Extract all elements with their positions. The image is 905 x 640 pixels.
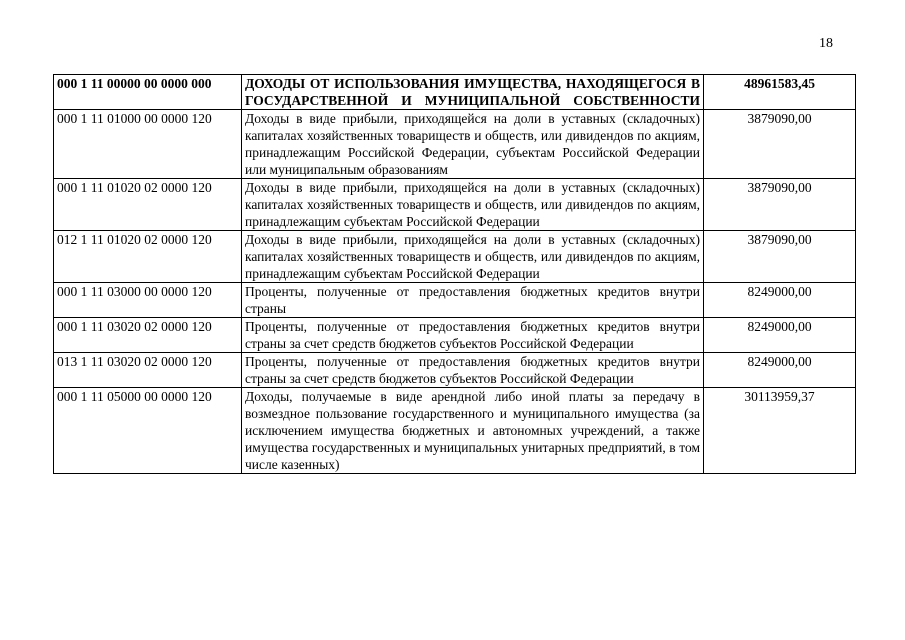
table-row (54, 353, 856, 388)
table-row (54, 231, 856, 283)
revenue-amount: 3879090,00 (704, 231, 856, 283)
revenue-amount: 8249000,00 (704, 353, 856, 388)
budget-code: 013 1 11 03020 02 0000 120 (54, 353, 242, 388)
budget-code: 000 1 11 05000 00 0000 120 (54, 388, 242, 474)
revenue-description: Доходы, получаемые в виде арендной либо иной платы за передачу в возмездное пользование государственного и муниципального имущества (за исключением имущества бюджетных и автономных учреждений, а также имущества государственных и муниципальных унитарных предприятий, в том числе казенных) (242, 388, 704, 474)
budget-code: 000 1 11 03000 00 0000 120 (54, 283, 242, 318)
budget-code: 000 1 11 01000 00 0000 120 (54, 110, 242, 179)
revenue-amount: 8249000,00 (704, 318, 856, 353)
revenue-amount: 8249000,00 (704, 283, 856, 318)
revenue-amount: 3879090,00 (704, 110, 856, 179)
budget-code: 000 1 11 01020 02 0000 120 (54, 179, 242, 231)
page-number: 18 (819, 36, 833, 51)
revenue-description: Доходы в виде прибыли, приходящейся на доли в уставных (складочных) капиталах хозяйственных товариществ и обществ, или дивидендов по акциям, принадлежащим субъектам Российской Федерации (242, 179, 704, 231)
table-row (54, 75, 856, 110)
table-row (54, 179, 856, 231)
revenue-amount: 3879090,00 (704, 179, 856, 231)
budget-code: 000 1 11 00000 00 0000 000 (54, 75, 242, 110)
revenue-description: Доходы в виде прибыли, приходящейся на доли в уставных (складочных) капиталах хозяйственных товариществ и обществ, или дивидендов по акциям, принадлежащим субъектам Российской Федерации (242, 231, 704, 283)
table-row (54, 110, 856, 179)
table-row (54, 318, 856, 353)
revenue-description: Доходы в виде прибыли, приходящейся на доли в уставных (складочных) капиталах хозяйственных товариществ и обществ, или дивидендов по акциям, принадлежащим Российской Федерации, субъектам Российской Федерации или муниципальным образованиям (242, 110, 704, 179)
revenue-description: Проценты, полученные от предоставления бюджетных кредитов внутри страны за счет средств бюджетов субъектов Российской Федерации (242, 353, 704, 388)
revenue-description: Проценты, полученные от предоставления бюджетных кредитов внутри страны (242, 283, 704, 318)
table-row (54, 388, 856, 474)
budget-revenue-table (53, 74, 856, 474)
revenue-amount: 30113959,37 (704, 388, 856, 474)
budget-code: 012 1 11 01020 02 0000 120 (54, 231, 242, 283)
revenue-description: ДОХОДЫ ОТ ИСПОЛЬЗОВАНИЯ ИМУЩЕСТВА, НАХОДЯЩЕГОСЯ В ГОСУДАРСТВЕННОЙ И МУНИЦИПАЛЬНОЙ СОБСТВЕННОСТИ (242, 75, 704, 110)
table-row (54, 283, 856, 318)
budget-code: 000 1 11 03020 02 0000 120 (54, 318, 242, 353)
revenue-description: Проценты, полученные от предоставления бюджетных кредитов внутри страны за счет средств бюджетов субъектов Российской Федерации (242, 318, 704, 353)
revenue-amount: 48961583,45 (704, 75, 856, 110)
